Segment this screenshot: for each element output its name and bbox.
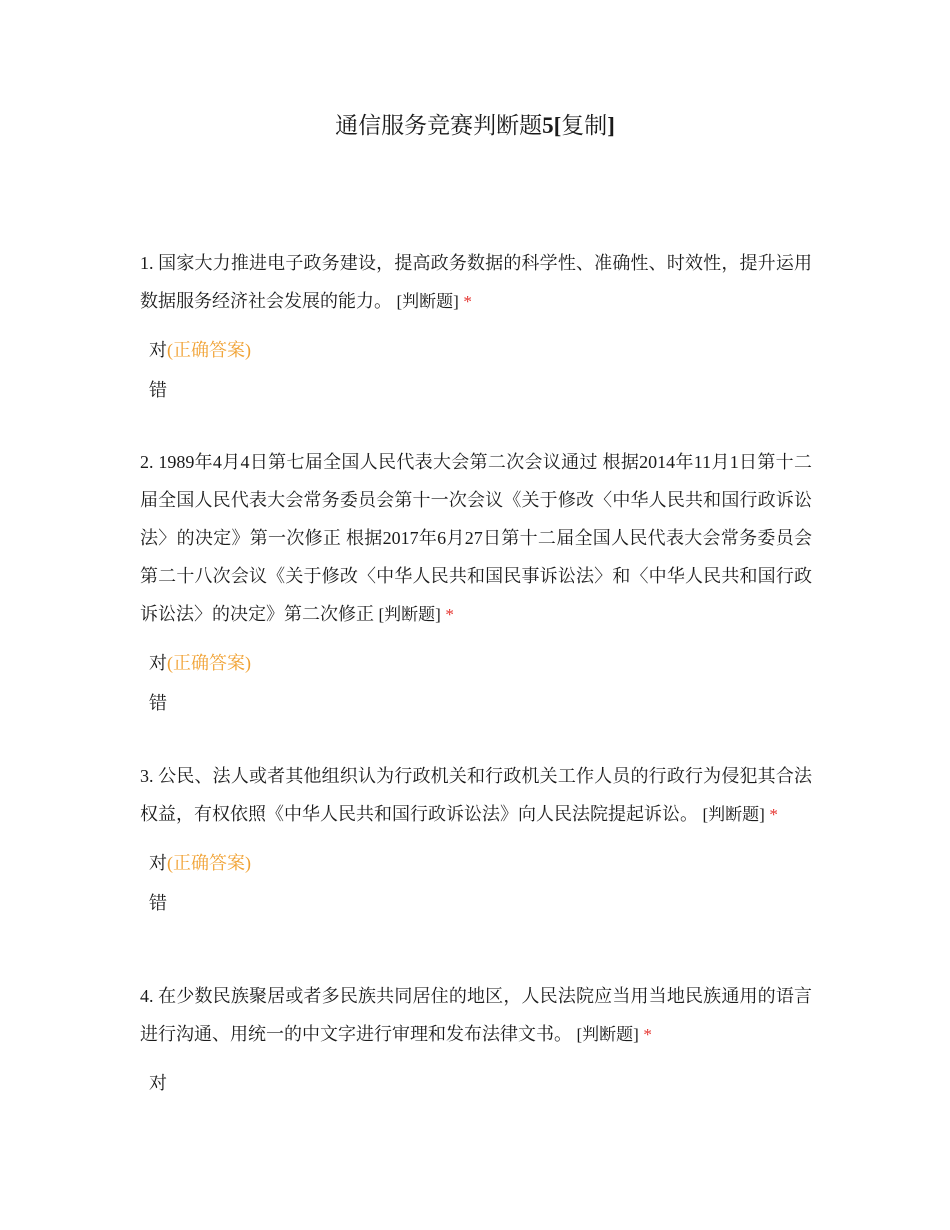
required-marker: * (445, 605, 454, 624)
required-marker: * (463, 292, 472, 311)
question-body: 在少数民族聚居或者多民族共同居住的地区，人民法院应当用当地民族通用的语言进行沟通、用统一的中文字进行审理和发布法律文书。 (140, 986, 813, 1044)
title-main: 通信服务竞赛判断题 (335, 113, 543, 138)
question-type: [判断题] (378, 605, 441, 624)
page-title (0, 108, 950, 144)
correct-answer-tag: (正确答案) (167, 340, 251, 360)
option-false[interactable] (140, 370, 812, 410)
option-label: 对 (149, 1073, 167, 1093)
option-label: 错 (149, 693, 167, 713)
required-marker: * (643, 1025, 652, 1044)
question-number: 1. (140, 253, 154, 273)
question-type: [判断题] (396, 292, 459, 311)
title-suffix: 5[ (542, 113, 562, 138)
correct-answer-tag: (正确答案) (167, 853, 251, 873)
option-true[interactable] (140, 330, 812, 370)
question-text (140, 757, 812, 834)
question-body: 国家大力推进电子政务建设，提高政务数据的科学性、准确性、时效性，提升运用数据服务经济社会发展的能力。 (140, 253, 813, 311)
question-2 (140, 443, 812, 723)
option-label: 错 (149, 380, 167, 400)
title-close: ] (607, 113, 615, 138)
option-true[interactable] (140, 643, 812, 683)
option-false[interactable] (140, 883, 812, 923)
required-marker: * (769, 805, 778, 824)
question-1 (140, 244, 812, 410)
option-false[interactable] (140, 683, 812, 723)
correct-answer-tag: (正确答案) (167, 653, 251, 673)
question-number: 3. (140, 766, 154, 786)
question-type: [判断题] (576, 1025, 639, 1044)
question-3 (140, 757, 812, 923)
question-text (140, 244, 812, 321)
option-label: 对 (149, 853, 167, 873)
question-number: 2. (140, 452, 154, 472)
question-type: [判断题] (702, 805, 765, 824)
option-true[interactable] (140, 1063, 812, 1103)
option-true[interactable] (140, 843, 812, 883)
option-label: 错 (149, 893, 167, 913)
question-text (140, 977, 812, 1054)
question-body: 1989年4月4日第七届全国人民代表大会第二次会议通过 根据2014年11月1日第十二届全国人民代表大会常务委员会第十一次会议《关于修改〈中华人民共和国行政诉讼法〉的决定》第一次修正 根据2017年6月27日第十二届全国人民代表大会常务委员会第二十八次会议《关于修改〈中华人民共和国民事诉讼法〉和〈中华人民共和国行政诉讼法〉的决定》第二次修正 (140, 452, 812, 624)
question-text (140, 443, 812, 634)
question-number: 4. (140, 986, 154, 1006)
question-body: 公民、法人或者其他组织认为行政机关和行政机关工作人员的行政行为侵犯其合法权益，有权依照《中华人民共和国行政诉讼法》向人民法院提起诉讼。 (140, 766, 813, 824)
question-4 (140, 977, 812, 1103)
option-label: 对 (149, 340, 167, 360)
title-copy: 复制 (561, 113, 608, 138)
option-label: 对 (149, 653, 167, 673)
